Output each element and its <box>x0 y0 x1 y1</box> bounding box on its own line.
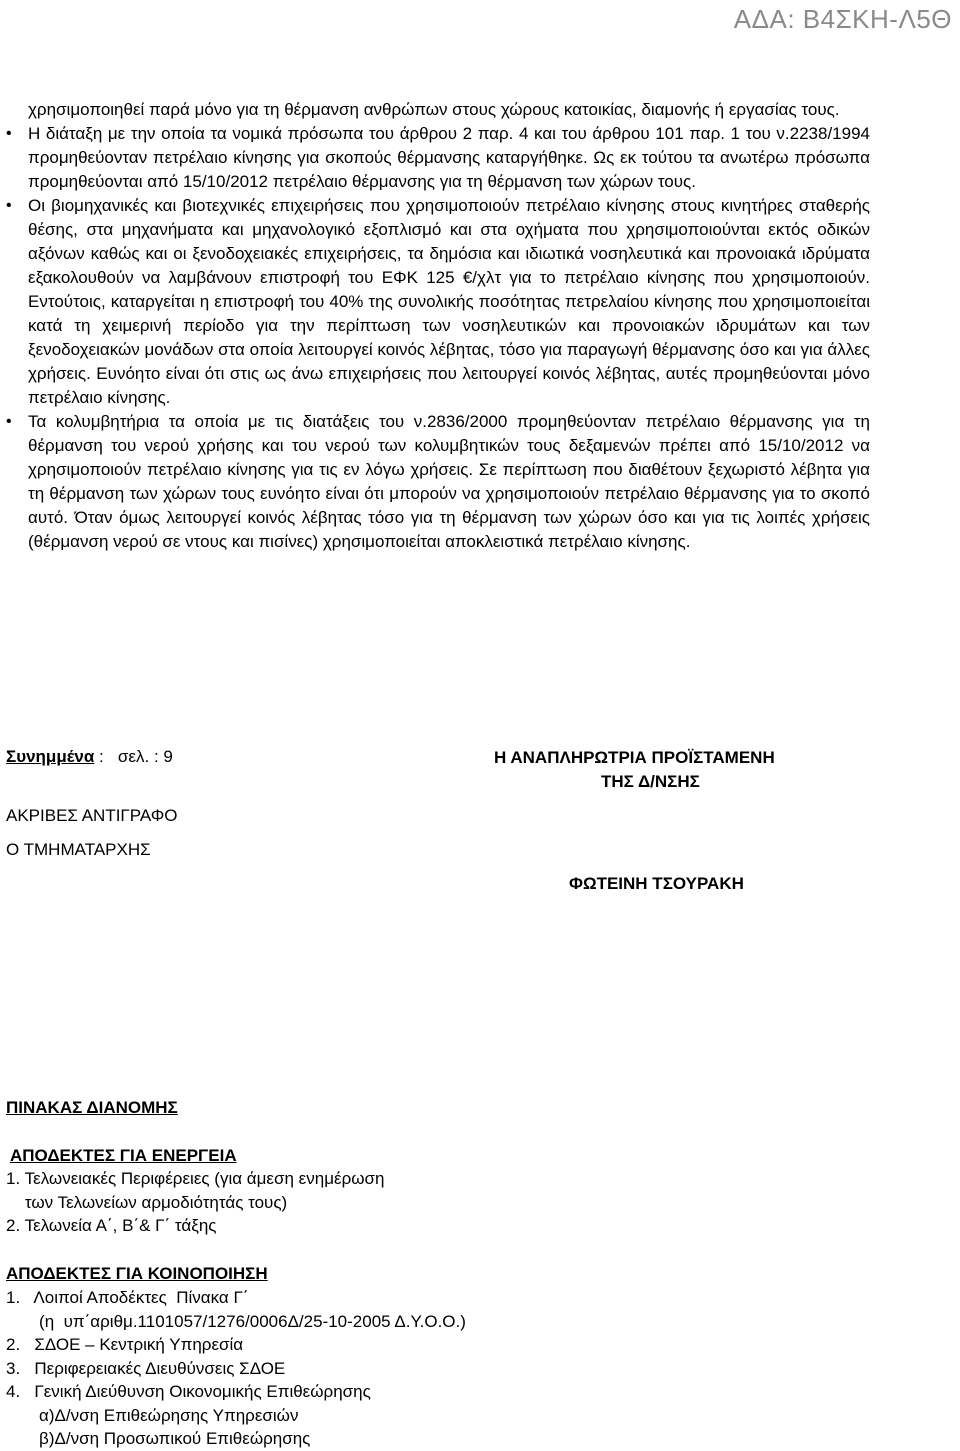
bullet-list <box>28 122 870 554</box>
attachments-line <box>6 746 173 768</box>
list-item: β)Δ/νση Προσωπικού Επιθεώρησης <box>6 1429 311 1448</box>
list-item: 2. ΣΔΟΕ – Κεντρική Υπηρεσία <box>6 1335 244 1354</box>
action-recipients-title: ΑΠΟΔΕΚΤΕΣ ΓΙΑ ΕΝΕΡΓΕΙΑ <box>10 1146 237 1165</box>
list-item: 4. Γενική Διεύθυνση Οικονομικής Επιθεώρησης <box>6 1382 371 1401</box>
bullet-item: • Η διάταξη με την οποία τα νομικά πρόσωπα του άρθρου 2 παρ. 4 και του άρθρου 101 παρ. 1 του ν.2238/1994 προμηθεύονταν πετρέλαιο κίνησης για σκοπούς θέρμανσης καταργήθηκε. Ως εκ τούτου τα ανωτέρω πρόσωπα προμηθεύονται από 15/10/2012 πετρέλαιο θέρμανσης για τη θέρμανση των χώρων τους. <box>28 122 870 194</box>
exact-copy-label: ΑΚΡΙΒΕΣ ΑΝΤΙΓΡΑΦΟ <box>6 806 178 825</box>
intro-paragraph: χρησιμοποιηθεί παρά μόνο για τη θέρμανση ανθρώπων στους χώρους κατοικίας, διαμονής ή εργασίας τους. <box>28 100 840 119</box>
list-item: 3. Περιφερειακές Διευθύνσεις ΣΔΟΕ <box>6 1358 286 1378</box>
list-item: 1. Τελωνειακές Περιφέρειες (για άμεση ενημέρωση <box>6 1169 385 1188</box>
action-recipients-list <box>6 1167 384 1238</box>
info-recipients-title: ΑΠΟΔΕΚΤΕΣ ΓΙΑ ΚΟΙΝΟΠΟΙΗΣΗ <box>6 1264 268 1283</box>
attachments-label: Συνημμένα <box>6 747 95 766</box>
signatory-name: ΦΩΤΕΙΝΗ ΤΣΟΥΡΑΚΗ <box>569 874 744 893</box>
signatory-title-1: Η ΑΝΑΠΛΗΡΩΤΡΙΑ ΠΡΟΪΣΤΑΜΕΝΗ <box>494 748 775 767</box>
signatory-title-2: ΤΗΣ Δ/ΝΣΗΣ <box>601 772 700 791</box>
list-item: (η υπ΄αριθμ.1101057/1276/0006Δ/25-10-2005 Δ.Υ.Ο.Ο.) <box>6 1311 466 1331</box>
list-item: 1. Λοιποί Αποδέκτες Πίνακα Γ΄ <box>6 1288 249 1307</box>
bullet-item: • Οι βιομηχανικές και βιοτεχνικές επιχειρήσεις που χρησιμοποιούν πετρέλαιο κίνησης στους κινητήρες σταθερής θέσης, στα μηχανήματα και μηχανολογικό εξοπλισμό και στα οχήματα που χρησιμοποιούνται εκτός οδικών αξόνων καθώς και οι ξενοδοχειακές επιχειρήσεις, τα δημόσια και ιδιωτικά νοσηλευτικά και προνοιακά ιδρύματα εξακολουθούν να λαμβάνουν επιστροφή του ΕΦΚ 125 €/χλτ για το πετρέλαιο κίνησης που χρησιμοποιούν. Εντούτοις, καταργείται η επιστροφή του 40% της συνολικής ποσότητας πετρελαίου κίνησης που χρησιμοποιείται κατά τη χειμερινή περίοδο για την περίπτωση των νοσηλευτικών και προνοιακών ιδρυμάτων και των ξενοδοχειακών μονάδων στα οποία λειτουργεί κοινός λέβητας, τόσο για παραγωγή θέρμανσης όσο και για άλλες χρήσεις. Ευνόητο είναι ότι στις ως άνω επιχειρήσεις που λειτουργεί κοινός λέβητας, αυτές προμηθεύονται μόνο πετρέλαιο κίνησης. <box>28 194 870 410</box>
attachments-value: : σελ. : 9 <box>94 747 173 766</box>
bullet-item: • Τα κολυμβητήρια τα οποία με τις διατάξεις του ν.2836/2000 προμηθεύονταν πετρέλαιο θέρμανσης για τη θέρμανση του νερού χρήσης και του νερού των κολυμβητικών τους δεξαμενών πρέπει από 15/10/2012 να χρησιμοποιούν πετρέλαιο κίνησης για τις εν λόγω χρήσεις. Σε περίπτωση που διαθέτουν ξεχωριστό λέβητα για τη θέρμανση των χώρων τους ευνόητο είναι ότι μπορούν να χρησιμοποιούν πετρέλαιο θέρμανσης για το σκοπό αυτό. Όταν όμως λειτουργεί κοινός λέβητας τόσο για τη θέρμανση των χώρων όσο και για τις λοιπές χρήσεις (θέρμανση νερού σε ντους και πισίνες) χρησιμοποιείται αποκλειστικά πετρέλαιο κίνησης. <box>28 410 870 554</box>
distribution-title: ΠΙΝΑΚΑΣ ΔΙΑΝΟΜΗΣ <box>6 1098 178 1117</box>
list-item: α)Δ/νση Επιθεώρησης Υπηρεσιών <box>6 1405 299 1425</box>
list-item: των Τελωνείων αρμοδιότητάς τους) <box>6 1192 288 1212</box>
list-item: 2. Τελωνεία Α΄, Β΄& Γ΄ τάξης <box>6 1216 217 1235</box>
ada-code: ΑΔΑ: Β4ΣΚΗ-Λ5Θ <box>733 4 952 34</box>
head-of-dept-label: Ο ΤΜΗΜΑΤΑΡΧΗΣ <box>6 840 151 859</box>
info-recipients-list <box>6 1286 466 1451</box>
main-text <box>28 98 870 554</box>
